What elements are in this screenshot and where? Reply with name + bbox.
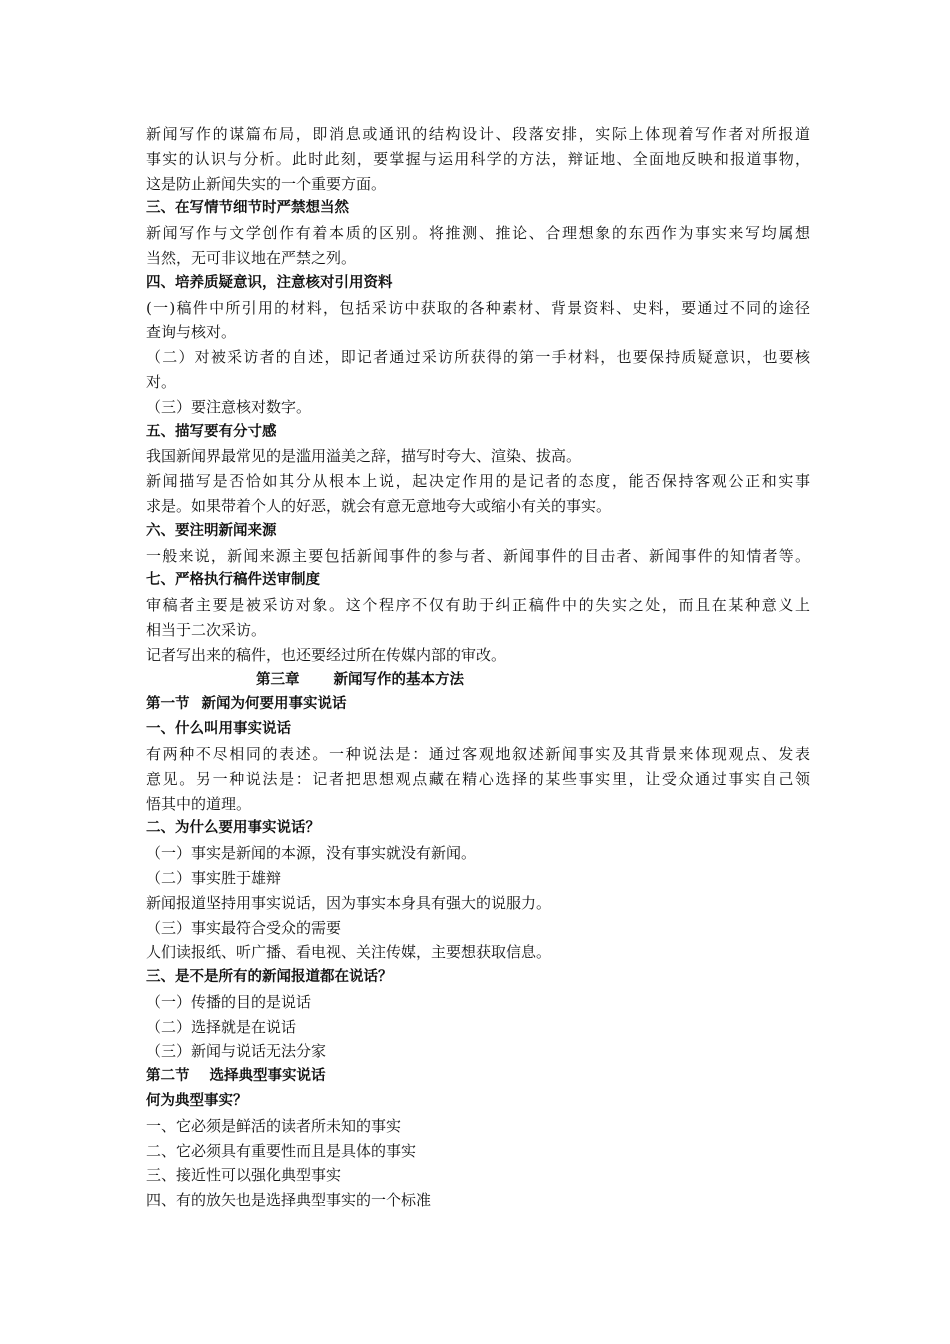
section-heading: 三、是不是所有的新闻报道都在说话？ [146,969,393,986]
section-heading: 二、为什么要用事实说话？ [146,820,320,837]
paragraph-line: 意见。另一种说法是：记者把思想观点藏在精心选择的某些事实里，让受众通过事实自己领 [146,769,810,788]
paragraph-line: 四、有的放矢也是选择典型事实的一个标准 [146,1191,432,1210]
paragraph-line: 新闻描写是否恰如其分从根本上说，起决定作用的是记者的态度，能否保持客观公正和实事 [146,472,810,491]
section-title [146,692,810,717]
chapter-number: 第三章 [256,671,300,688]
section-title [146,1064,810,1089]
paragraph-line: 求是。如果带着个人的好恶，就会有意无意地夸大或缩小有关的事实。 [146,496,612,515]
paragraph-line: 这是防止新闻失实的一个重要方面。 [146,174,387,193]
paragraph-line: 事实的认识与分析。此时此刻，要掌握与运用科学的方法，辩证地、全面地反映和报道事物， [146,149,810,168]
paragraph-line: 一、它必须是鲜活的读者所未知的事实 [146,1116,402,1135]
section-heading: 五、描写要有分寸感 [146,423,277,440]
paragraph-line: (一)稿件中所引用的材料，包括采访中获取的各种素材、背景资料、史料，要通过不同的途径 [146,298,810,317]
paragraph-line: 当然，无可非议地在严禁之列。 [146,248,357,267]
section-name: 新闻为何要用事实说话 [201,696,347,713]
paragraph-line: 人们读报纸、听广播、看电视、关注传媒，主要想获取信息。 [146,943,552,962]
section-heading: 何为典型事实？ [146,1093,248,1110]
paragraph-line: 对。 [146,372,177,391]
paragraph-line: 查询与核对。 [146,323,237,342]
section-heading: 七、严格执行稿件送审制度 [146,572,320,589]
section-heading: 一、什么叫用事实说话 [146,721,291,738]
paragraph-line: （二）对被采访者的自述，即记者通过采访所获得的第一手材料，也要保持质疑意识，也要核 [146,348,810,367]
paragraph-line: 新闻写作与文学创作有着本质的区别。将推测、推论、合理想象的东西作为事实来写均属想 [146,224,810,243]
paragraph-line: 三、接近性可以强化典型事实 [146,1166,342,1185]
paragraph-line: 我国新闻界最常见的是滥用溢美之辞，描写时夸大、渲染、拔高。 [146,447,582,466]
section-heading: 四、培养质疑意识，注意核对引用资料 [146,274,393,291]
chapter-name: 新闻写作的基本方法 [333,671,464,688]
section-number: 第一节 [146,696,190,713]
paragraph-line: 相当于二次采访。 [146,620,267,639]
document-body [146,122,810,1213]
paragraph-line: 二、它必须具有重要性而且是具体的事实 [146,1141,417,1160]
paragraph-line: （一）事实是新闻的本源，没有事实就没有新闻。 [146,844,477,863]
paragraph-line: 新闻写作的谋篇布局，即消息或通讯的结构设计、段落安排，实际上体现着写作者对所报道 [146,125,810,143]
paragraph-line: （二）选择就是在说话 [146,1017,297,1036]
section-number: 第二节 [146,1068,190,1085]
paragraph-line: （三）要注意核对数字。 [146,397,312,416]
paragraph-line: 有两种不尽相同的表述。一种说法是：通过客观地叙述新闻事实及其背景来体现观点、发表 [146,744,810,763]
section-heading: 六、要注明新闻来源 [146,522,277,539]
paragraph-line: （三）事实最符合受众的需要 [146,918,342,937]
paragraph-line: 记者写出来的稿件，也还要经过所在传媒内部的审改。 [146,645,507,664]
paragraph-line: 一般来说，新闻来源主要包括新闻事件的参与者、新闻事件的目击者、新闻事件的知情者等。 [146,546,810,565]
paragraph-line: 审稿者主要是被采访对象。这个程序不仅有助于纠正稿件中的失实之处，而且在某种意义上 [146,596,810,615]
paragraph-line: （三）新闻与说话无法分家 [146,1042,327,1061]
paragraph-line: 新闻报道坚持用事实说话，因为事实本身具有强大的说服力。 [146,893,552,912]
paragraph-line: （一）传播的目的是说话 [146,992,312,1011]
section-name: 选择典型事实说话 [209,1068,326,1085]
section-heading: 三、在写情节细节时严禁想当然 [146,200,349,217]
chapter-title [146,668,810,693]
paragraph-line: 悟其中的道理。 [146,794,252,813]
paragraph-line: （二）事实胜于雄辩 [146,868,282,887]
